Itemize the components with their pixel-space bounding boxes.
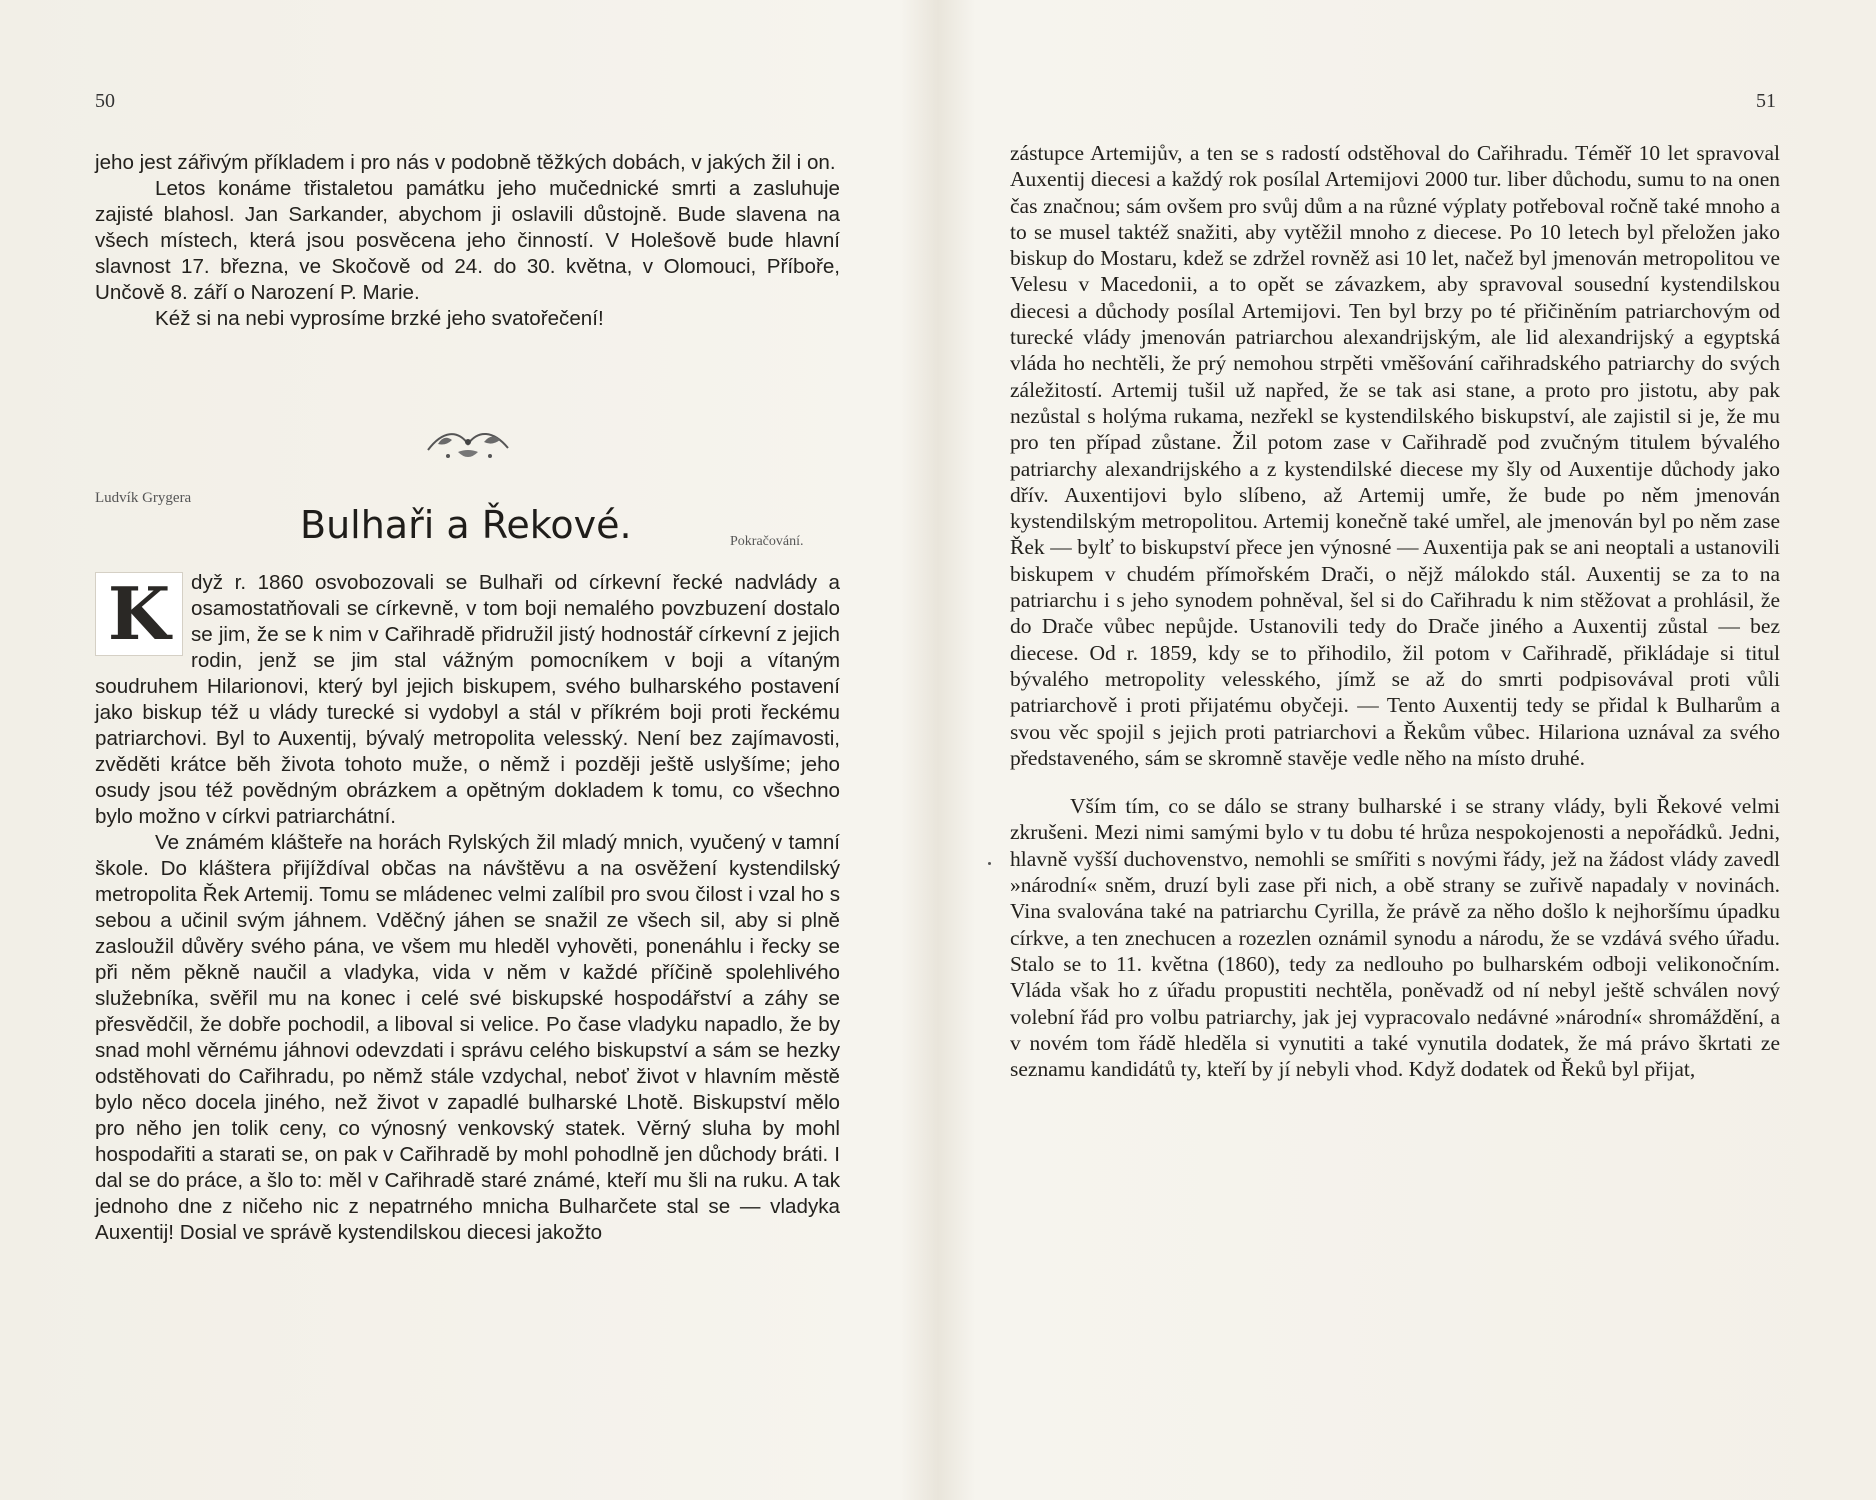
drop-cap: K xyxy=(95,572,183,656)
article-title: Bulhaři a Řekové. xyxy=(300,503,632,547)
floral-ornament-icon xyxy=(418,420,518,466)
paragraph: Kéž si na nebi vyprosíme brzké jeho svatořečení! xyxy=(155,307,604,330)
article-body-left xyxy=(95,570,840,1246)
margin-mark xyxy=(988,862,991,865)
author-name: Ludvík Grygera xyxy=(95,490,192,506)
page-number-left: 50 xyxy=(95,90,115,112)
paragraph: Vším tím, co se dálo se strany bulharské i se strany vlády, byli Řekové velmi zkrušeni. Mezi nimi samými bylo v tu dobu té hrůza nespokojenosti a nepořádků. Jedni, hlavně vyšší duchovenstvo, nemohli se smířiti s novými řády, jež na žádost vlády zavedl »národní« sněm, druzí byli zase při nich, a obě strany se zuřivě napadaly v novinách. Vina svalována také na patriarchu Cyrilla, že právě za něho došlo k nejhoršímu úpadku církve, a ten znechucen a rozezlen oznámil synodu a národu, že se vzdává svého úřadu. Stalo se to 11. května (1860), tedy za nedlouho po bulharském odboji velikonočním. Vláda však ho z úřadu propustiti nechtěla, poněvadž od ní nebyl ještě schválen nový volební řád pro volbu patriarchy, jak jej vypracovalo nedávné »národní« shromáždění, a v novém tom řádě hleděla si vynutiti a také vynutila dodatek, že má právo škrtati ze seznamu kandidátů ty, kteří by jí nebyli vhod. Když dodatek od Řeků byl přijat, xyxy=(1010,794,1780,1082)
paragraph xyxy=(95,570,840,830)
left-page xyxy=(0,0,935,1500)
continuation-note: Pokračování. xyxy=(730,534,804,549)
paragraph: Ve známém klášteře na horách Rylských žil mladý mnich, vyučený v tamní škole. Do kláštera přijíždíval občas na návštěvu a na osvěžení kystendilský metropolita Řek Artemij. Tomu se mládenec velmi zalíbil pro svou čilost i vzal ho s sebou a učinil svým jáhnem. Vděčný jáhen se snažil ze všech sil, aby si plně zasloužil důvěry svého pána, ve všem mu hleděl vyhověti, ponenáhlu i řecky se při něm pěkně naučil a vladyka, vida v něm v každé příčině spolehlivého služebníka, svěřil mu na konec i celé své biskupské hospodářství a záhy se přesvědčil, že dobře pochodil, a liboval si velice. Po čase vladyku napadlo, že by snad mohl věrnému jáhnovi odevzdati i správu celého biskupství a sám se hezky odstěhovati do Cařihradu, po němž stále vzdychal, neboť život v hlavním městě bylo něco docela jiného, než život v zapadlé bulharské Lhotě. Biskupství mělo pro něho jen tolik ceny, co výnosný venkovský statek. Věrný sluha by mohl hospodařiti a starati se, on pak v Cařihradě by mohl pohodlně jen důchody bráti. I dal se do práce, a šlo to: měl v Cařihradě staré známé, kteří mu šli na ruku. A tak jednoho dne z ničeho nic z nepatrného mnicha Bulharčete stal se — vladyka Auxentij! Dosial ve správě kystendilskou diecesi jakožto xyxy=(95,831,840,1244)
page-number-right: 51 xyxy=(1756,90,1776,112)
paragraph: Letos konáme třistaletou památku jeho mučednické smrti a zasluhuje zajisté blahosl. Jan Sarkander, abychom ji oslavili důstojně. Bude slavena na všech místech, která jsou posvěcena jeho činností. V Holešově bude hlavní slavnost 17. března, ve Skočově od 24. do 30. května, v Olomouci, Příboře, Unčově 8. září o Narození P. Marie. xyxy=(95,177,840,304)
paragraph: zástupce Artemijův, a ten se s radostí odstěhoval do Cařihradu. Téměř 10 let spravoval Auxentij diecesi a každý rok posílal Artemijovi 2000 tur. liber důchodu, sumu to na onen čas značnou; sám ovšem pro svůj dům a na různé výplaty potřeboval ročně také mnoho a to se musel taktéž snažiti, aby vytěžil mnoho z diecese. Po 10 letech byl přeložen jako biskup do Mostaru, kdež se zdržel rovněž asi 10 let, načež byl jmenován metropolitou ve Velesu v Macedonii, a to opět se závazkem, aby spravoval sousední kystendilskou diecesi a důchody posílal Artemijovi. Ten byl brzy po té přičiněním patriarchovým od turecké vlády jmenován patriarchou alexandrijským, ale lid alexandrijský a egyptská vláda ho nechtěli, že prý nemohou strpěti vměšování cařihradského patriarchy do svých záležitostí. Artemij tušil už napřed, že se tak asi stane, a proto pro jistotu, aby pak nezůstal s holýma rukama, nezřekl se kystendilského biskupství, ale zajistil si je, že mu pro ten případ zůstane. Žil potom zase v Cařihradě pod zvučným titulem bývalého patriarchy alexandrijského a z kystendilské diecese my šly od Auxentije důchody jako dřív. Auxentijovi bylo slíbeno, až Artemij umře, že bude po něm jmenován kystendilským metropolitou. Artemij konečně také umřel, ale jmenován byl po něm zase Řek — bylť to biskupství přece jen výnosné — Auxentija pak se ani neoptali a ustanovili biskupem v chudém přímořském Drači, o nějž málokdo stál. Auxentij se za to na patriarchu i s jeho synodem pohněval, šel si do Cařihradu k nim stěžovat a prohlásil, že do Drače vůbec nepůjde. Ustanovili tedy do Drače jiného a Auxentij zůstal — bez diecese. Od r. 1859, kdy se to přihodilo, žil potom v Cařihradě, přikládaje si titul bývalého metropolity velesského, jímž se až do smrti podpisovával proti vůli patriarchově i proti přijatému obyčeji. — Tento Auxentij tedy se přidal k Bulharům a svou věc spojil s jejich proti patriarchovi a Řekům vůbec. Hilariona uznával za svého představeného, sám se skromně stavěje vedle něho na místo druhé. xyxy=(1010,141,1780,770)
article-body-right xyxy=(1010,140,1780,1082)
previous-article-ending xyxy=(95,150,840,332)
paragraph: jeho jest zářivým příkladem i pro nás v podobně těžkých dobách, v jakých žil i on. xyxy=(95,151,836,174)
paragraph-text: dyž r. 1860 osvobozovali se Bulhaři od církevní řecké nadvlády a osamostatňovali se církevně, v tom boji nemalého povzbuzení dostalo se jim, že se k nim v Cařihradě přidružil jistý hodnostář církevní z jejich rodin, jenž se jim stal vážným pomocníkem v boji a vítaným soudruhem Hilarionovi, který byl jejich biskupem, svého bulharského postavení jako biskup též u vlády turecké si vydobyl a stál v příkrém boji proti řeckému patriarchovi. Byl to Auxentij, bývalý metropolita velesský. Není bez zajímavosti, zvěděti krátce běh života tohoto muže, o němž i později ještě uslyšíme; jeho osudy jsou též povědným obrázkem a opětným dokladem k tomu, co všechno bylo možno v církvi patriarchátní. xyxy=(95,571,840,828)
